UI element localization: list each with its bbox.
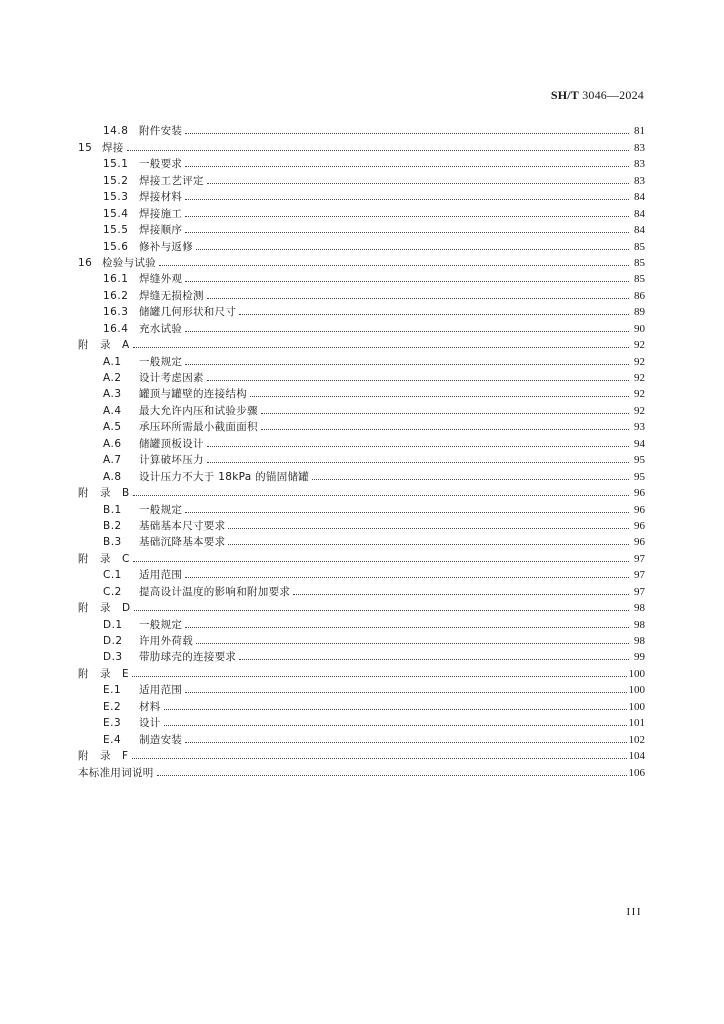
toc-entry-page: 86 bbox=[634, 289, 645, 302]
toc-entry-title: 焊缝无损检测 bbox=[139, 289, 204, 302]
toc-entry-page: 98 bbox=[634, 635, 645, 647]
standard-code: SH/T bbox=[550, 88, 579, 102]
toc-entry-number: 16 bbox=[78, 256, 93, 269]
toc-entry-title: 附件安装 bbox=[139, 125, 183, 138]
toc-dot-leader bbox=[261, 428, 629, 430]
toc-dot-leader bbox=[185, 576, 629, 578]
toc-entry-number: A.3 bbox=[103, 388, 122, 401]
toc-entry-number: D.1 bbox=[103, 618, 123, 631]
toc-dot-leader bbox=[185, 165, 629, 167]
toc-dot-leader bbox=[207, 182, 629, 184]
toc-dot-leader bbox=[164, 724, 627, 726]
toc-entry-page: 96 bbox=[634, 519, 645, 532]
toc-entry-number: 15.4 bbox=[103, 207, 129, 220]
toc-entry[interactable] bbox=[78, 368, 645, 384]
toc-dot-leader bbox=[185, 231, 629, 233]
toc-entry-title: 承压环所需最小截面面积 bbox=[139, 421, 258, 434]
toc-dot-leader bbox=[185, 198, 629, 200]
toc-entry-page: 90 bbox=[634, 322, 645, 335]
toc-entry[interactable] bbox=[78, 121, 645, 137]
page-header bbox=[551, 88, 644, 103]
toc-dot-leader bbox=[185, 741, 626, 743]
toc-entry-title: 设计考虑因素 bbox=[139, 372, 204, 384]
toc-dot-leader bbox=[228, 543, 629, 545]
toc-entry-number: C.1 bbox=[103, 569, 122, 582]
toc-entry-page: 97 bbox=[634, 552, 645, 565]
toc-entry-number: B.3 bbox=[103, 536, 122, 549]
toc-entry-title: 充水试验 bbox=[139, 322, 183, 335]
toc-entry[interactable] bbox=[78, 680, 645, 696]
toc-entry[interactable] bbox=[78, 351, 645, 367]
toc-entry[interactable] bbox=[78, 170, 645, 186]
toc-dot-leader bbox=[207, 379, 629, 381]
toc-entry-number: 15.3 bbox=[103, 191, 129, 204]
toc-entry[interactable] bbox=[78, 335, 645, 351]
toc-dot-leader bbox=[207, 445, 629, 447]
toc-entry[interactable] bbox=[78, 647, 645, 663]
toc-entry-number: E.2 bbox=[103, 700, 122, 713]
toc-entry[interactable] bbox=[78, 417, 645, 433]
toc-entry-number: 附 录 D bbox=[78, 602, 131, 615]
toc-dot-leader bbox=[196, 642, 629, 644]
toc-entry-page: 89 bbox=[634, 306, 645, 319]
toc-dot-leader bbox=[312, 478, 629, 480]
toc-entry-title: 带肋球壳的连接要求 bbox=[139, 651, 237, 664]
toc-entry[interactable] bbox=[78, 746, 645, 762]
toc-entry[interactable] bbox=[78, 516, 645, 532]
toc-dot-leader bbox=[185, 511, 629, 513]
toc-entry[interactable] bbox=[78, 236, 645, 252]
toc-entry[interactable] bbox=[78, 663, 645, 679]
toc-entry-page: 98 bbox=[634, 602, 645, 615]
toc-dot-leader bbox=[185, 626, 629, 628]
toc-entry-page: 97 bbox=[634, 585, 645, 598]
toc-entry-number: 16.4 bbox=[103, 322, 129, 335]
toc-entry-title: 许用外荷载 bbox=[139, 635, 193, 647]
toc-entry-title: 罐顶与罐壁的连接结构 bbox=[139, 388, 247, 401]
toc-entry-title: 焊接顺序 bbox=[139, 224, 183, 237]
toc-entry[interactable] bbox=[78, 548, 645, 564]
toc-dot-leader bbox=[228, 527, 629, 529]
toc-entry-number: C.2 bbox=[103, 585, 122, 598]
toc-entry-page: 100 bbox=[628, 700, 645, 713]
toc-entry-number: A.6 bbox=[103, 437, 122, 450]
toc-entry-title: 一般规定 bbox=[139, 503, 183, 516]
toc-entry-number: E.3 bbox=[103, 717, 122, 730]
toc-entry-title: 材料 bbox=[139, 700, 161, 713]
toc-entry[interactable] bbox=[78, 154, 645, 170]
toc-dot-leader bbox=[159, 264, 629, 266]
toc-dot-leader bbox=[185, 691, 626, 693]
toc-entry-number: 15.5 bbox=[103, 224, 129, 237]
toc-dot-leader bbox=[132, 675, 626, 677]
toc-entry[interactable] bbox=[78, 203, 645, 219]
toc-dot-leader bbox=[239, 313, 629, 315]
toc-entry-title: 焊接施工 bbox=[139, 207, 183, 220]
toc-entry-number: 16.1 bbox=[103, 273, 129, 286]
toc-entry-page: 92 bbox=[634, 372, 645, 384]
toc-entry-title: 设计压力不大于 18kPa 的锚固储罐 bbox=[139, 470, 310, 483]
toc-entry[interactable] bbox=[78, 285, 645, 301]
toc-entry-page: 97 bbox=[634, 569, 645, 582]
toc-dot-leader bbox=[239, 658, 629, 660]
toc-entry-number: A.7 bbox=[103, 454, 122, 467]
toc-entry-title: 检验与试验 bbox=[102, 256, 156, 269]
standard-number: 3046—2024 bbox=[582, 88, 644, 102]
toc-dot-leader bbox=[132, 757, 627, 759]
toc-dot-leader bbox=[261, 412, 629, 414]
toc-entry-page: 99 bbox=[634, 651, 645, 664]
toc-entry-title: 适用范围 bbox=[139, 569, 183, 582]
toc-entry-page: 93 bbox=[634, 421, 645, 434]
toc-entry-page: 102 bbox=[628, 733, 645, 746]
toc-entry[interactable] bbox=[78, 466, 645, 482]
toc-dot-leader bbox=[134, 609, 629, 611]
toc-dot-leader bbox=[293, 593, 629, 595]
toc-entry[interactable] bbox=[78, 729, 645, 745]
toc-entry-page: 98 bbox=[634, 618, 645, 631]
toc-entry-number: 附 录 B bbox=[78, 487, 130, 500]
toc-entry-title: 储罐几何形状和尺寸 bbox=[139, 306, 237, 319]
toc-dot-leader bbox=[207, 297, 629, 299]
toc-entry[interactable] bbox=[78, 713, 645, 729]
toc-entry[interactable] bbox=[78, 220, 645, 236]
toc-entry-page: 100 bbox=[628, 667, 645, 680]
toc-dot-leader bbox=[133, 346, 629, 348]
toc-entry-page: 83 bbox=[634, 141, 645, 154]
toc-entry[interactable] bbox=[78, 187, 645, 203]
toc-entry[interactable] bbox=[78, 137, 645, 153]
toc-dot-leader bbox=[133, 560, 629, 562]
toc-dot-leader bbox=[250, 395, 629, 397]
toc-entry-number: A.4 bbox=[103, 404, 122, 417]
toc-dot-leader bbox=[196, 248, 629, 250]
toc-dot-leader bbox=[164, 708, 627, 710]
toc-entry-title: 适用范围 bbox=[139, 684, 183, 697]
toc-entry[interactable] bbox=[78, 614, 645, 630]
toc-entry-page: 84 bbox=[634, 191, 645, 204]
toc-entry-number: 附 录 A bbox=[78, 339, 130, 352]
toc-entry-number: B.1 bbox=[103, 503, 122, 516]
toc-entry[interactable] bbox=[78, 302, 645, 318]
toc-entry-page: 95 bbox=[634, 454, 645, 467]
toc-entry-number: 附 录 F bbox=[78, 750, 129, 763]
toc-dot-leader bbox=[207, 461, 629, 463]
toc-entry-page: 96 bbox=[634, 503, 645, 516]
toc-entry-page: 96 bbox=[634, 536, 645, 549]
toc-entry-number: E.4 bbox=[103, 733, 122, 746]
toc-entry-title: 提高设计温度的影响和附加要求 bbox=[139, 585, 291, 598]
toc-entry-page: 101 bbox=[628, 717, 645, 730]
toc-entry-number: A.1 bbox=[103, 355, 122, 368]
toc-entry-page: 84 bbox=[634, 224, 645, 237]
toc-entry[interactable] bbox=[78, 450, 645, 466]
toc-entry[interactable] bbox=[78, 762, 645, 778]
toc-entry-page: 92 bbox=[634, 404, 645, 417]
toc-entry-page: 95 bbox=[634, 470, 645, 483]
toc-entry[interactable] bbox=[78, 433, 645, 449]
toc-entry-page: 83 bbox=[634, 158, 645, 171]
toc-entry[interactable] bbox=[78, 499, 645, 515]
toc-entry-number: 附 录 E bbox=[78, 667, 130, 680]
toc-entry[interactable] bbox=[78, 269, 645, 285]
toc-entry-title: 储罐顶板设计 bbox=[139, 437, 204, 450]
toc-entry-title: 修补与返修 bbox=[139, 240, 193, 253]
toc-entry-number: 15 bbox=[78, 141, 93, 154]
toc-entry-title: 设计 bbox=[139, 717, 161, 730]
toc-entry-title: 制造安装 bbox=[139, 733, 183, 746]
toc-entry-page: 106 bbox=[628, 766, 645, 779]
page-number: III bbox=[626, 906, 642, 918]
toc-dot-leader bbox=[185, 363, 629, 365]
toc-entry-page: 104 bbox=[628, 750, 645, 763]
toc-dot-leader bbox=[185, 330, 629, 332]
toc-dot-leader bbox=[185, 132, 629, 134]
toc-entry-title: 焊缝外观 bbox=[139, 273, 183, 286]
toc-entry-page: 85 bbox=[634, 273, 645, 286]
toc-entry-number: D.2 bbox=[103, 635, 123, 647]
toc-entry[interactable] bbox=[78, 565, 645, 581]
toc-entry-page: 85 bbox=[634, 256, 645, 269]
toc-dot-leader bbox=[127, 149, 629, 151]
toc-entry-page: 100 bbox=[628, 684, 645, 697]
toc-dot-leader bbox=[133, 494, 629, 496]
toc-entry-number: A.8 bbox=[103, 470, 122, 483]
toc-entry[interactable] bbox=[78, 400, 645, 416]
toc-entry-page: 83 bbox=[634, 174, 645, 187]
toc-entry-page: 92 bbox=[634, 355, 645, 368]
toc-entry-page: 85 bbox=[634, 240, 645, 253]
toc-entry-number: 附 录 C bbox=[78, 552, 130, 565]
toc-entry-page: 96 bbox=[634, 487, 645, 500]
toc-entry[interactable] bbox=[78, 318, 645, 334]
toc-entry-number: A.2 bbox=[103, 372, 122, 384]
toc-entry-title: 最大允许内压和试验步骤 bbox=[139, 404, 258, 417]
toc-entry[interactable] bbox=[78, 631, 645, 647]
toc-entry-title: 基础沉降基本要求 bbox=[139, 536, 226, 549]
toc-entry-number: 16.3 bbox=[103, 306, 129, 319]
toc-entry-page: 84 bbox=[634, 207, 645, 220]
toc-entry-number: B.2 bbox=[103, 519, 122, 532]
toc-entry-number: 15.2 bbox=[103, 174, 129, 187]
toc-entry-number: A.5 bbox=[103, 421, 122, 434]
toc-entry-number: E.1 bbox=[103, 684, 122, 697]
toc-entry-number: 16.2 bbox=[103, 289, 129, 302]
table-of-contents bbox=[78, 121, 645, 779]
toc-entry-number: 15.6 bbox=[103, 240, 129, 253]
toc-entry[interactable] bbox=[78, 253, 645, 269]
toc-entry[interactable] bbox=[78, 696, 645, 712]
toc-entry-page: 92 bbox=[634, 339, 645, 352]
toc-dot-leader bbox=[157, 774, 627, 776]
toc-entry-title: 焊接工艺评定 bbox=[139, 174, 204, 187]
toc-entry-title: 一般规定 bbox=[139, 618, 183, 631]
toc-entry-number: D.3 bbox=[103, 651, 123, 664]
toc-dot-leader bbox=[185, 215, 629, 217]
toc-entry-page: 92 bbox=[634, 388, 645, 401]
toc-dot-leader bbox=[185, 280, 629, 282]
toc-entry-title: 一般要求 bbox=[139, 158, 183, 171]
toc-entry-title: 一般规定 bbox=[139, 355, 183, 368]
toc-entry-title: 焊接材料 bbox=[139, 191, 183, 204]
toc-entry[interactable] bbox=[78, 384, 645, 400]
toc-entry-number: 14.8 bbox=[103, 125, 129, 138]
toc-entry[interactable] bbox=[78, 532, 645, 548]
toc-entry-title: 本标准用词说明 bbox=[78, 766, 154, 779]
toc-entry[interactable] bbox=[78, 581, 645, 597]
toc-entry-number: 15.1 bbox=[103, 158, 129, 171]
toc-entry-title: 基础基本尺寸要求 bbox=[139, 519, 226, 532]
toc-entry-title: 焊接 bbox=[102, 141, 124, 154]
toc-entry[interactable] bbox=[78, 483, 645, 499]
toc-entry[interactable] bbox=[78, 598, 645, 614]
toc-entry-page: 94 bbox=[634, 437, 645, 450]
toc-entry-title: 计算破坏压力 bbox=[139, 454, 204, 467]
toc-entry-page: 81 bbox=[634, 125, 645, 138]
